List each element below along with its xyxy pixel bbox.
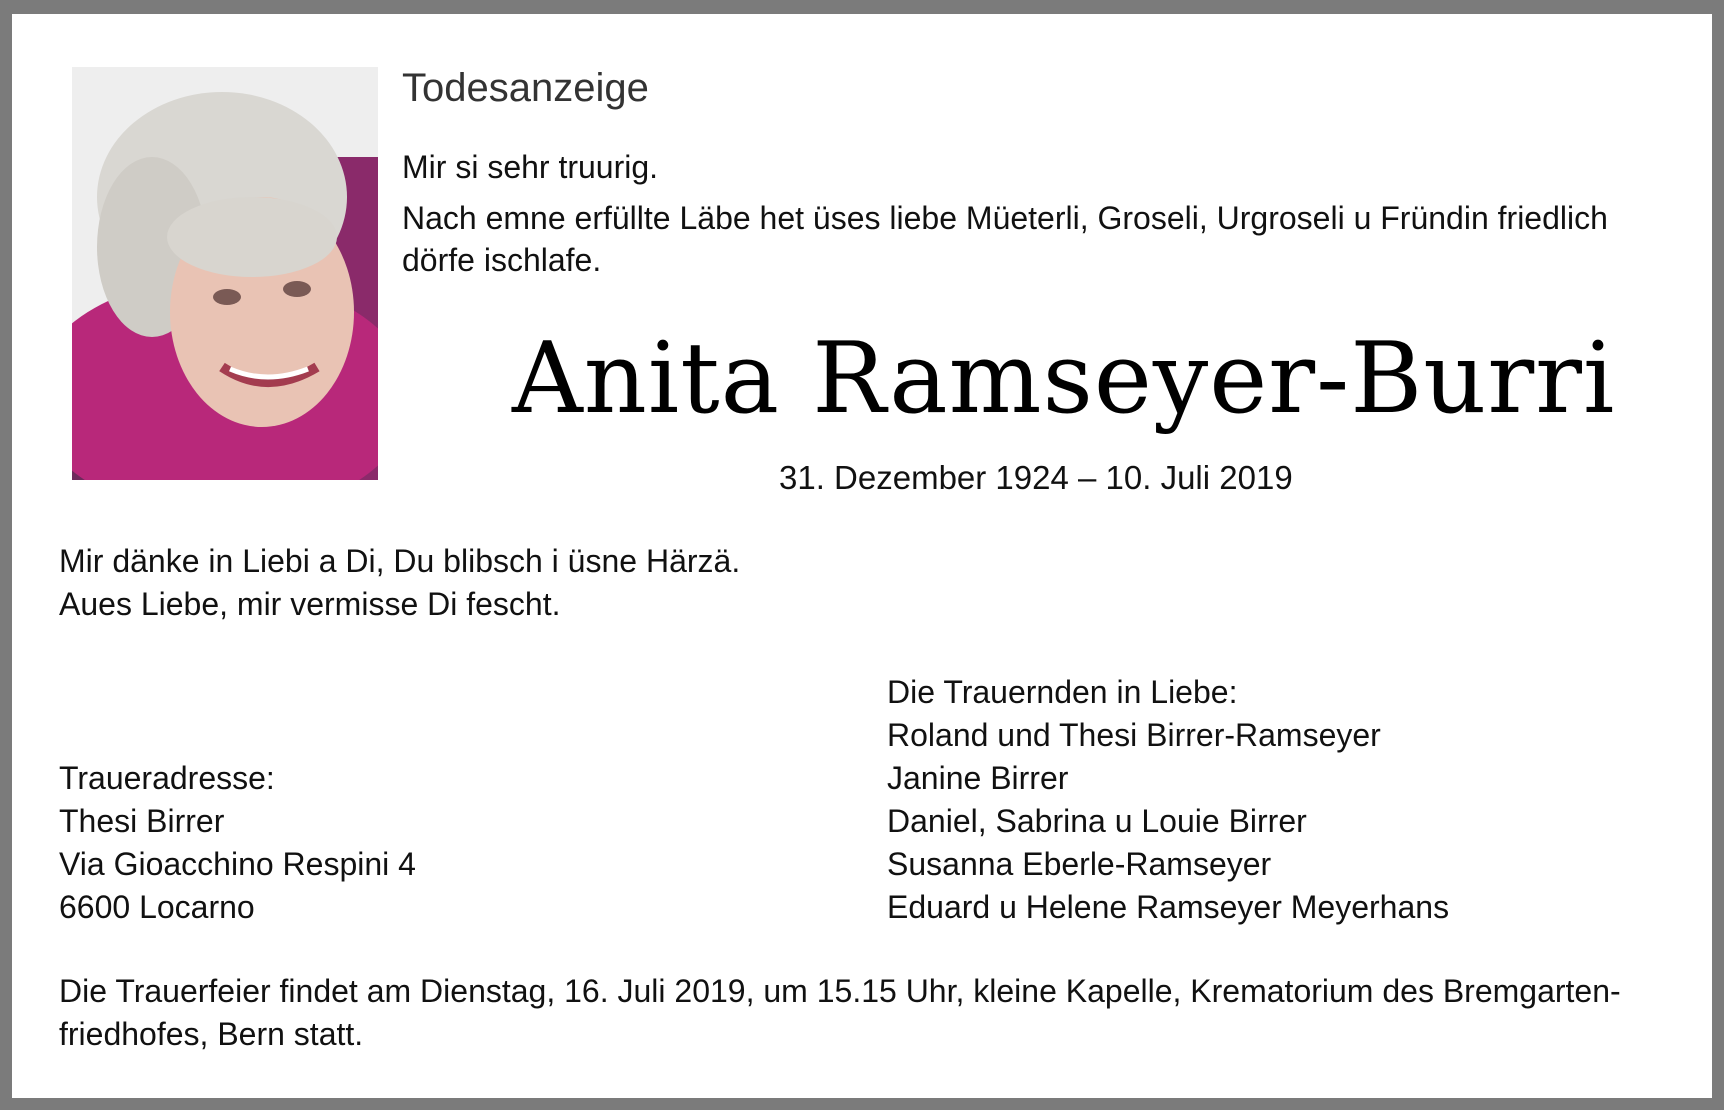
- portrait-photo: [72, 67, 378, 480]
- address-line: Thesi Birrer: [59, 803, 225, 839]
- deceased-name: Anita Ramseyer-Burri: [512, 322, 1616, 436]
- intro-line-1: Mir si sehr truurig.: [402, 149, 659, 185]
- life-dates: 31. Dezember 1924 – 10. Juli 2019: [779, 459, 1293, 496]
- address-block: [59, 757, 416, 929]
- farewell-line-2: Aues Liebe, mir vermisse Di fescht.: [59, 586, 561, 622]
- mourner-name: Eduard u Helene Ramseyer Meyerhans: [887, 889, 1450, 925]
- farewell-line-1: Mir dänke in Liebi a Di, Du blibsch i üsne Härzä.: [59, 543, 741, 579]
- address-label: Traueradresse:: [59, 760, 275, 796]
- mourner-name: Roland und Thesi Birrer-Ramseyer: [887, 717, 1381, 753]
- ceremony-line-2: friedhofes, Bern statt.: [59, 1016, 364, 1052]
- portrait-image: [72, 67, 378, 480]
- mourner-name: Daniel, Sabrina u Louie Birrer: [887, 803, 1307, 839]
- address-line: 6600 Locarno: [59, 889, 255, 925]
- address-line: Via Gioacchino Respini 4: [59, 846, 416, 882]
- mourner-name: Susanna Eberle-Ramseyer: [887, 846, 1272, 882]
- obituary-page: [12, 14, 1712, 1098]
- mourner-name: Janine Birrer: [887, 760, 1069, 796]
- intro-line-2b: dörfe ischlafe.: [402, 242, 602, 278]
- mourners-block: [887, 671, 1449, 929]
- mourners-label: Die Trauernden in Liebe:: [887, 674, 1238, 710]
- notice-heading: Todesanzeige: [402, 66, 649, 110]
- ceremony-line-1: Die Trauerfeier findet am Dienstag, 16. Juli 2019, um 15.15 Uhr, kleine Kapelle, Krematorium des Bremgarten-: [59, 973, 1621, 1009]
- intro-line-2a: Nach emne erfüllte Läbe het üses liebe Müeterli, Groseli, Urgroseli u Fründin friedlich: [402, 200, 1608, 236]
